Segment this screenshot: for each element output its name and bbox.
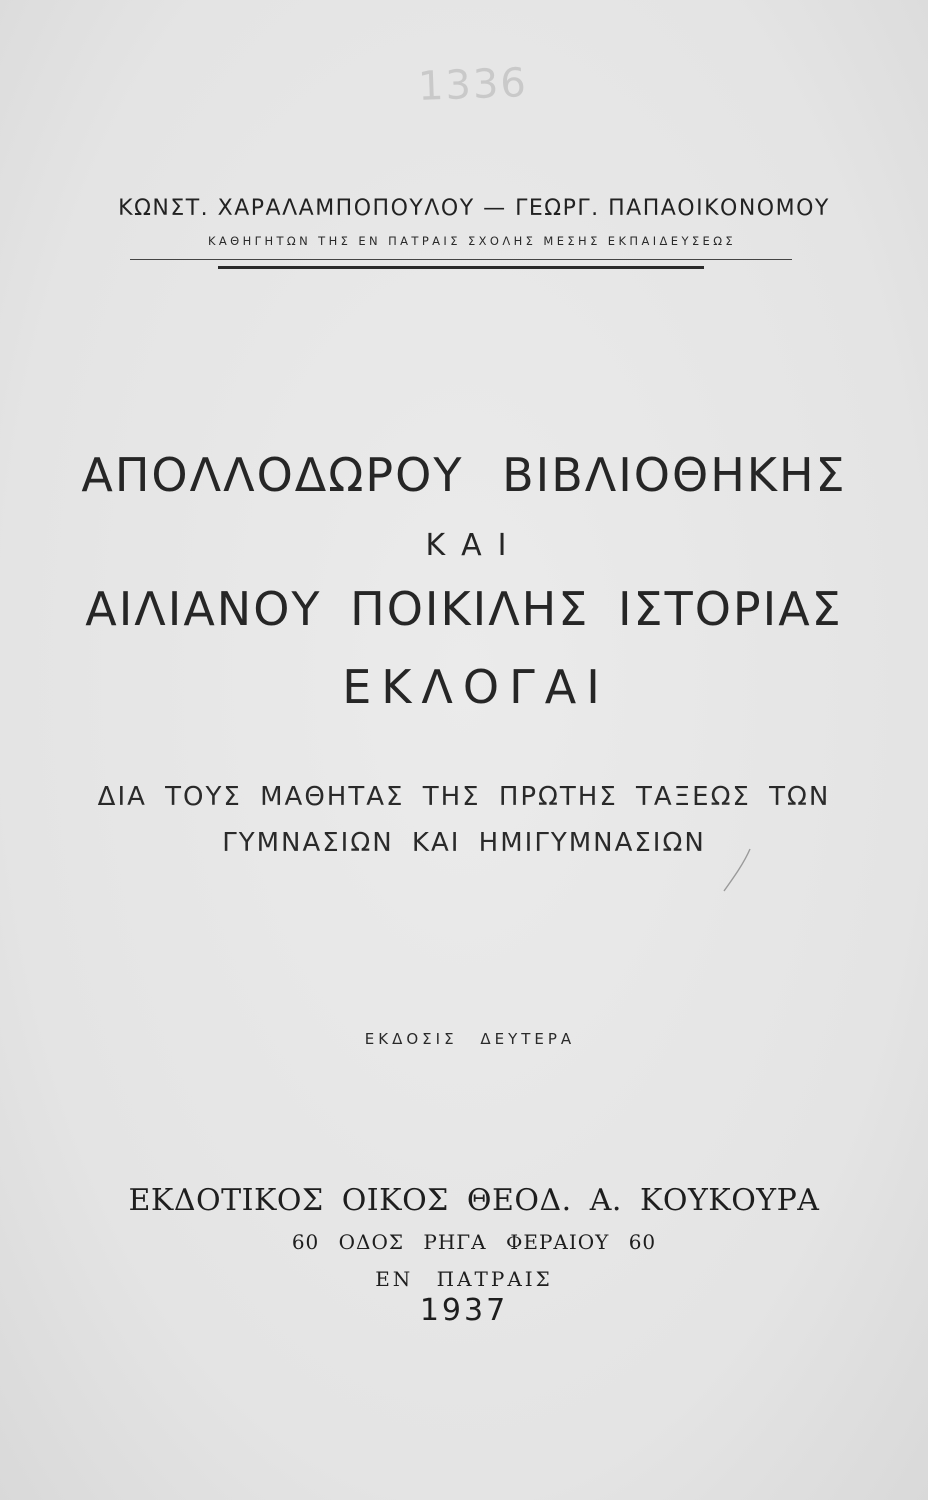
header-rule-thick bbox=[218, 266, 704, 269]
publisher-address: 60 ΟΔΟΣ ΡΗΓΑ ΦΕΡΑΙΟΥ 60 bbox=[291, 1230, 657, 1254]
title-line-1: ΑΠΟΛΛΟΔΩΡΟΥ ΒΙΒΛΙΟΘΗΚΗΣ bbox=[81, 448, 847, 502]
title-line-2: ΚΑΙ bbox=[425, 528, 523, 563]
publication-year: 1937 bbox=[419, 1293, 509, 1328]
publication-city: ΕΝ ΠΑΤΡΑΙΣ bbox=[375, 1267, 553, 1291]
authors-affiliation: ΚΑΘΗΓΗΤΩΝ ΤΗΣ ΕΝ ΠΑΤΡΑΙΣ ΣΧΟΛΗΣ ΜΕΣΗΣ ΕΚΠΑΙΔΕΥΣΕΩΣ bbox=[207, 234, 737, 248]
header-rule-thin bbox=[130, 259, 792, 260]
pencil-stroke-mark bbox=[720, 845, 760, 895]
handwritten-catalog-number: 1336 bbox=[417, 60, 529, 110]
authors-line: ΚΩΝΣΤ. ΧΑΡΑΛΑΜΠΟΠΟΥΛΟΥ — ΓΕΩΡΓ. ΠΑΠΑΟΙΚΟΝΟΜΟΥ bbox=[118, 196, 830, 221]
purpose-line-1: ΔΙΑ ΤΟΥΣ ΜΑΘΗΤΑΣ ΤΗΣ ΠΡΩΤΗΣ ΤΑΞΕΩΣ ΤΩΝ bbox=[97, 782, 831, 812]
edition-statement: ΕΚΔΟΣΙΣ ΔΕΥΤΕΡΑ bbox=[364, 1030, 576, 1048]
title-line-3: ΑΙΛΙΑΝΟΥ ΠΟΙΚΙΛΗΣ ΙΣΤΟΡΙΑΣ bbox=[85, 582, 843, 636]
title-line-4: ΕΚΛΟΓΑΙ bbox=[342, 660, 610, 714]
publisher-name: ΕΚΔΟΤΙΚΟΣ ΟΙΚΟΣ ΘΕΟΔ. Α. ΚΟΥΚΟΥΡΑ bbox=[128, 1183, 820, 1218]
purpose-line-2: ΓΥΜΝΑΣΙΩΝ ΚΑΙ ΗΜΙΓΥΜΝΑΣΙΩΝ bbox=[222, 828, 706, 858]
